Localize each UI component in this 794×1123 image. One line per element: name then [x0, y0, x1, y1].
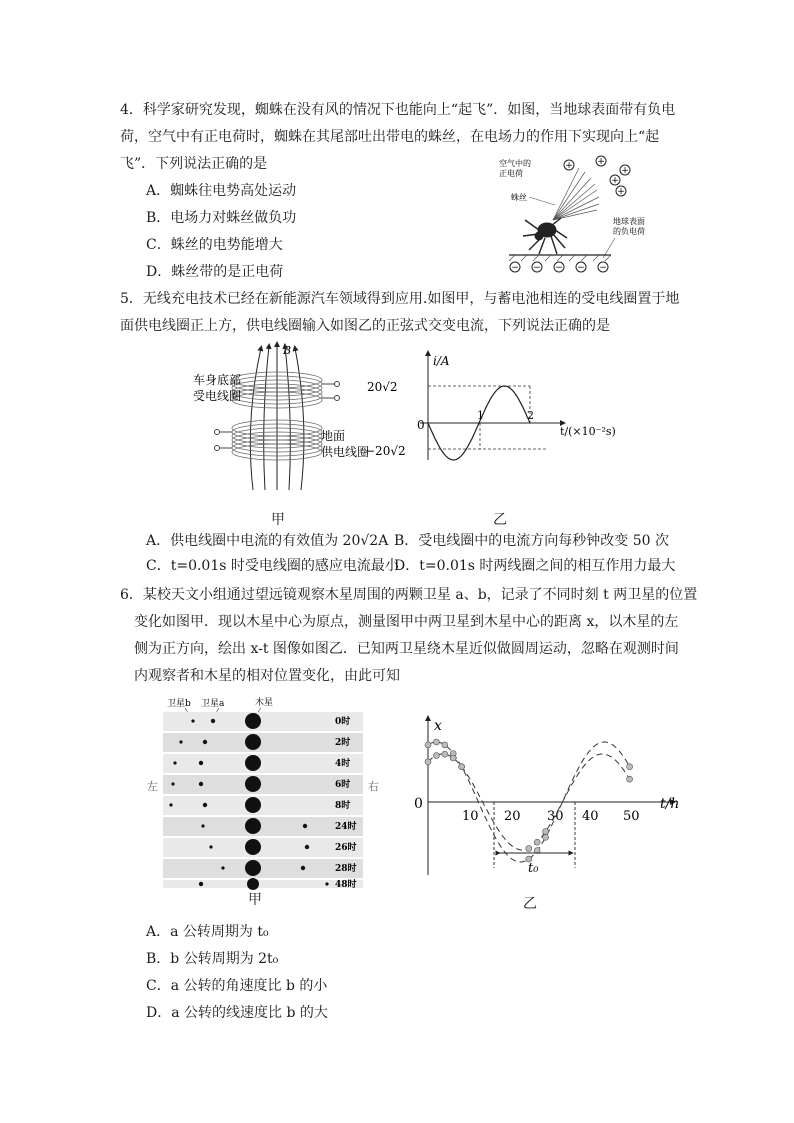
q5-option-a[interactable]: A．供电线圈中电流的有效值为 20√2A: [146, 533, 389, 549]
q4-stem-line3: 飞”．下列说法正确的是: [120, 156, 268, 172]
q6-x-ticks: [462, 809, 640, 824]
field-lines: [250, 344, 304, 490]
q5-lower-label-1: 地面: [321, 429, 346, 443]
q5-option-d[interactable]: D．t=0.01s 时两线圈之间的相互作用力最大: [394, 558, 676, 574]
q6-point-b: [442, 751, 448, 757]
q6-sat-a-label: 卫星a: [201, 699, 225, 709]
svg-text:10: 10: [462, 809, 479, 824]
svg-text:6时: 6时: [335, 780, 351, 790]
q6-point-b: [526, 846, 532, 852]
svg-text:4时: 4时: [335, 759, 351, 769]
svg-text:−: −: [577, 263, 585, 273]
q6-point-b: [433, 753, 439, 759]
svg-text:26时: 26时: [335, 843, 357, 853]
svg-text:−: −: [511, 263, 519, 273]
ground-hatch: [509, 255, 611, 261]
q5-tick-2: 2: [527, 409, 534, 422]
q5-x-label: t/(×10⁻²s): [560, 425, 616, 438]
q6-stem-line3: 侧为正方向，绘出 x-t 图像如图乙．已知两卫星绕木星近似做圆周运动，忽略在观测时间: [134, 641, 679, 657]
q5-y-label: i/A: [433, 354, 450, 368]
q4-silk-label: 蛛丝: [511, 193, 527, 202]
q5-ytick-neg: −20√2: [365, 444, 406, 458]
svg-text:−: −: [555, 263, 563, 273]
q5-upper-label-2: 受电线圈: [193, 389, 242, 403]
q6-point-a: [543, 834, 549, 840]
q6-point-b: [450, 755, 456, 761]
q6-t0-label: t₀: [528, 861, 539, 876]
q4-stem-line1: 4．科学家研究发现，蜘蛛在没有风的情况下也能向上“起飞”．如图，当地球表面带有负电: [120, 102, 676, 118]
svg-text:+: +: [611, 176, 619, 186]
q5-option-c[interactable]: C．t=0.01s 时受电线圈的感应电流最小: [146, 558, 399, 574]
svg-text:0时: 0时: [335, 717, 351, 727]
q6-option-c[interactable]: C．a 公转的角速度比 b 的小: [146, 978, 328, 994]
q5-b-label: B: [283, 344, 292, 357]
q6-y-label: x: [434, 718, 442, 734]
q6-jupiter-label: 木星: [255, 698, 274, 708]
q6-observation-figure: [143, 690, 383, 890]
q6-point-a: [627, 764, 633, 770]
q4-option-d[interactable]: D．蛛丝带的是正电荷: [146, 264, 284, 280]
q5-coil-figure: [185, 340, 385, 500]
q6-option-d[interactable]: D．a 公转的线速度比 b 的大: [146, 1005, 328, 1021]
q6-point-a: [442, 742, 448, 748]
q6-stem-line2: 变化如图甲．现以木星中心为原点，测量图甲中两卫星到木星中心的距离 x，以木星的左: [134, 614, 679, 630]
q4-option-c[interactable]: C．蛛丝的电势能增大: [146, 237, 283, 253]
svg-text:−: −: [533, 263, 541, 273]
q6-xt-graph: [408, 710, 688, 885]
svg-text:+: +: [597, 157, 605, 167]
q6-left-label: 左: [147, 780, 158, 793]
svg-text:40: 40: [582, 809, 599, 824]
svg-text:50: 50: [623, 809, 640, 824]
svg-text:2时: 2时: [335, 738, 351, 748]
observation-rows: [163, 712, 363, 888]
svg-text:24时: 24时: [335, 822, 357, 832]
q6-point-b: [534, 839, 540, 845]
q5-current-graph: [365, 345, 655, 470]
q6-origin: 0: [414, 796, 423, 812]
svg-text:20: 20: [504, 809, 521, 824]
svg-text:−: −: [599, 263, 607, 273]
q4-stem-line2: 荷，空气中有正电荷时，蜘蛛在其尾部吐出带电的蛛丝，在电场力的作用下实现向上“起: [120, 129, 660, 145]
q6-x-label: t/h: [660, 796, 680, 812]
spider-icon: [523, 218, 567, 254]
q6-point-b: [459, 764, 465, 770]
q6-point-b: [425, 759, 431, 765]
svg-text:+: +: [617, 187, 625, 197]
q4-spider-figure: [495, 150, 680, 280]
silk-threads: [553, 168, 599, 220]
q5-option-b[interactable]: B．受电线圈中的电流方向每秒钟改变 50 次: [394, 533, 670, 549]
q5-tick-1: 1: [477, 409, 484, 422]
q5-upper-label-1: 车身底部: [193, 373, 242, 387]
svg-text:48时: 48时: [335, 880, 357, 890]
q6-fig-yi-caption: 乙: [523, 896, 537, 912]
svg-text:28时: 28时: [335, 864, 357, 874]
q5-origin: 0: [417, 418, 425, 432]
q6-option-a[interactable]: A．a 公转周期为 t₀: [146, 924, 269, 940]
q4-ground-label-1: 地球表面: [613, 217, 645, 226]
q6-sat-b-label: 卫星b: [167, 699, 191, 709]
jupiter-discs: [245, 713, 261, 890]
q5-ytick-pos: 20√2: [367, 380, 398, 394]
q6-stem-line4: 内观察者和木星的相对位置变化，由此可知: [134, 668, 400, 684]
svg-text:30: 30: [547, 809, 564, 824]
q6-point-b: [543, 829, 549, 835]
q6-option-b[interactable]: B．b 公转周期为 2t₀: [146, 951, 279, 967]
q4-air-label-2: 正电荷: [499, 169, 523, 178]
svg-text:+: +: [565, 161, 573, 171]
q4-ground-label-2: 的负电荷: [613, 227, 645, 236]
q5-fig-jia-caption: 甲: [271, 512, 285, 528]
svg-text:8时: 8时: [335, 801, 351, 811]
svg-text:+: +: [621, 166, 629, 176]
q5-stem-line2: 面供电线圈正上方，供电线圈输入如图乙的正弦式交变电流，下列说法正确的是: [120, 318, 610, 334]
q5-fig-yi-caption: 乙: [493, 512, 507, 528]
q4-air-label-1: 空气中的: [499, 159, 531, 168]
q5-lower-label-2: 供电线圈: [321, 445, 370, 459]
q6-right-label: 右: [368, 780, 379, 793]
q4-option-b[interactable]: B．电场力对蛛丝做负功: [146, 210, 297, 226]
q5-stem-line1: 5．无线充电技术已经在新能源汽车领域得到应用.如图甲，与蓄电池相连的受电线圈置于地: [120, 291, 680, 307]
q6-stem-line1: 6．某校天文小组通过望远镜观察木星周围的两颗卫星 a、b，记录了不同时刻 t 两卫星的位置: [120, 587, 698, 603]
q6-point-b: [627, 776, 633, 782]
q6-point-a: [425, 742, 431, 748]
q4-option-a[interactable]: A．蜘蛛往电势高处运动: [146, 183, 297, 199]
q6-fig-jia-caption: 甲: [248, 892, 262, 908]
q6-point-a: [433, 739, 439, 745]
